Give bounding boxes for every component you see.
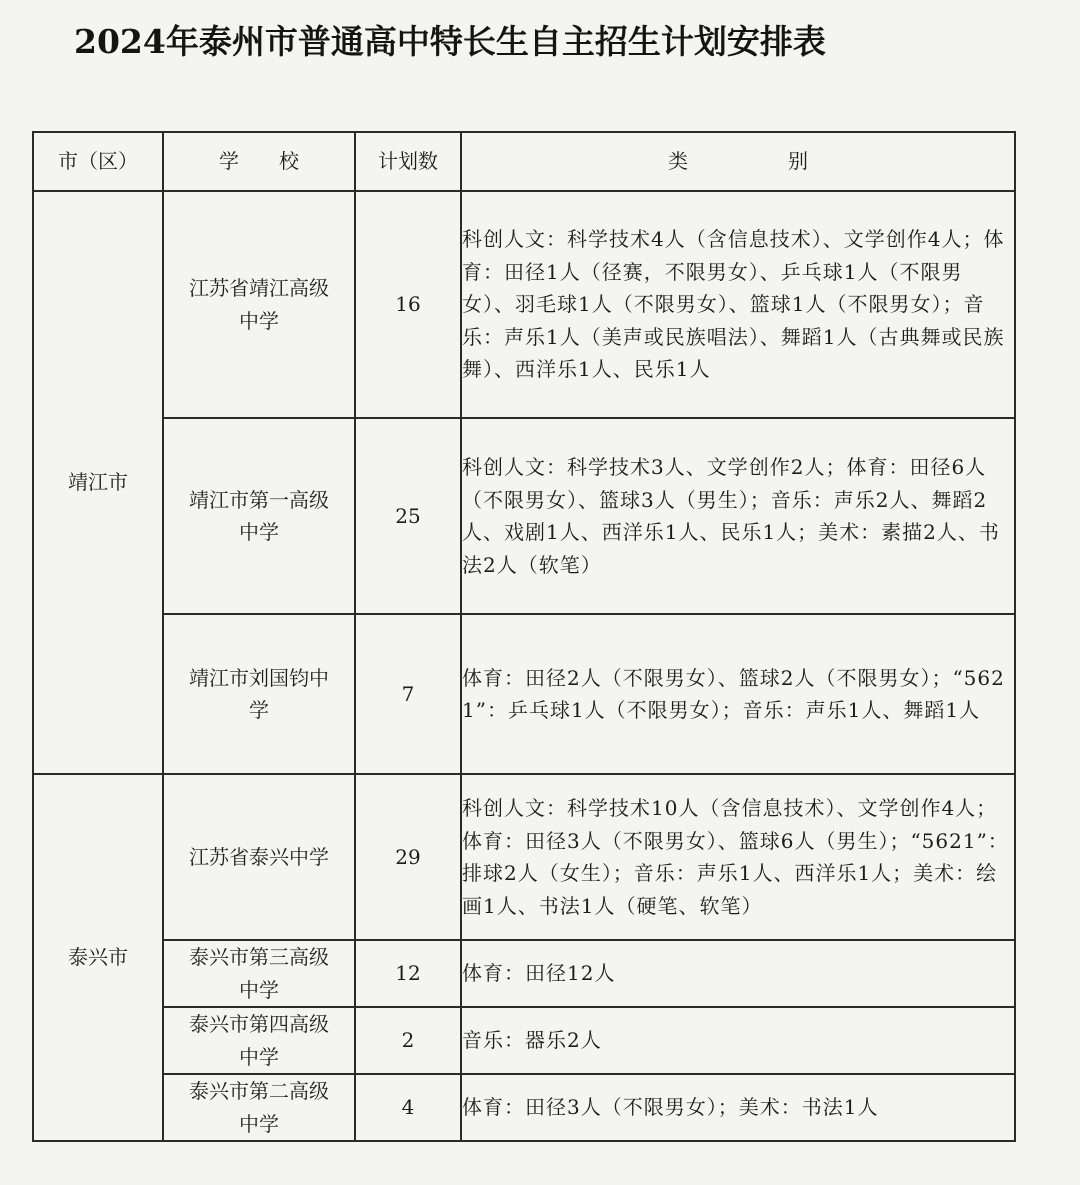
table-row [33,1074,1015,1141]
count-cell: 12 [355,940,461,1007]
category-cell: 体育：田径2人（不限男女）、篮球2人（不限男女）；“5621”：乒乓球1人（不限男女）；音乐：声乐1人、舞蹈1人 [461,614,1015,774]
enrollment-plan-table [32,131,1016,1142]
count-cell: 16 [355,191,461,418]
category-cell: 体育：田径3人（不限男女）；美术：书法1人 [461,1074,1015,1141]
table-row [33,418,1015,614]
category-cell: 科创人文：科学技术4人（含信息技术）、文学创作4人；体育：田径1人（径赛，不限男女）、乒乓球1人（不限男女）、羽毛球1人（不限男女）、篮球1人（不限男女）；音乐：声乐1人（美声或民族唱法）、舞蹈1人（古典舞或民族舞）、西洋乐1人、民乐1人 [461,191,1015,418]
count-cell: 29 [355,774,461,940]
table-header-row [33,132,1015,191]
category-cell: 体育：田径12人 [461,940,1015,1007]
page-title: 2024年泰州市普通高中特长生自主招生计划安排表 [74,22,826,61]
school-name: 江苏省泰兴中学 [189,844,329,869]
school-cell [163,774,355,940]
category-cell: 音乐：器乐2人 [461,1007,1015,1074]
school-name: 泰兴市第三高级中学 [189,945,329,1002]
school-cell [163,418,355,614]
school-cell [163,1074,355,1141]
school-cell [163,614,355,774]
table-row [33,191,1015,418]
school-name: 泰兴市第二高级中学 [189,1079,329,1136]
count-cell: 2 [355,1007,461,1074]
count-cell: 7 [355,614,461,774]
school-cell [163,191,355,418]
school-cell [163,1007,355,1074]
header-count: 计划数 [355,132,461,191]
school-name: 靖江市刘国钧中学 [189,665,329,722]
table-row [33,614,1015,774]
count-cell: 4 [355,1074,461,1141]
header-school: 学 校 [163,132,355,191]
table-row [33,1007,1015,1074]
header-category: 类 别 [461,132,1015,191]
school-name: 江苏省靖江高级中学 [189,276,329,333]
city-cell-jingjiang: 靖江市 [33,191,163,774]
category-cell: 科创人文：科学技术3人、文学创作2人；体育：田径6人（不限男女）、篮球3人（男生）；音乐：声乐2人、舞蹈2人、戏剧1人、西洋乐1人、民乐1人；美术：素描2人、书法2人（软笔） [461,418,1015,614]
header-city: 市（区） [33,132,163,191]
table-row [33,774,1015,940]
table-row [33,940,1015,1007]
count-cell: 25 [355,418,461,614]
school-name: 泰兴市第四高级中学 [189,1012,329,1069]
school-cell [163,940,355,1007]
category-cell: 科创人文：科学技术10人（含信息技术）、文学创作4人；体育：田径3人（不限男女）、篮球6人（男生）；“5621”：排球2人（女生）；音乐：声乐1人、西洋乐1人；美术：绘画1人、书法1人（硬笔、软笔） [461,774,1015,940]
city-cell-taixing: 泰兴市 [33,774,163,1141]
school-name: 靖江市第一高级中学 [189,487,329,544]
